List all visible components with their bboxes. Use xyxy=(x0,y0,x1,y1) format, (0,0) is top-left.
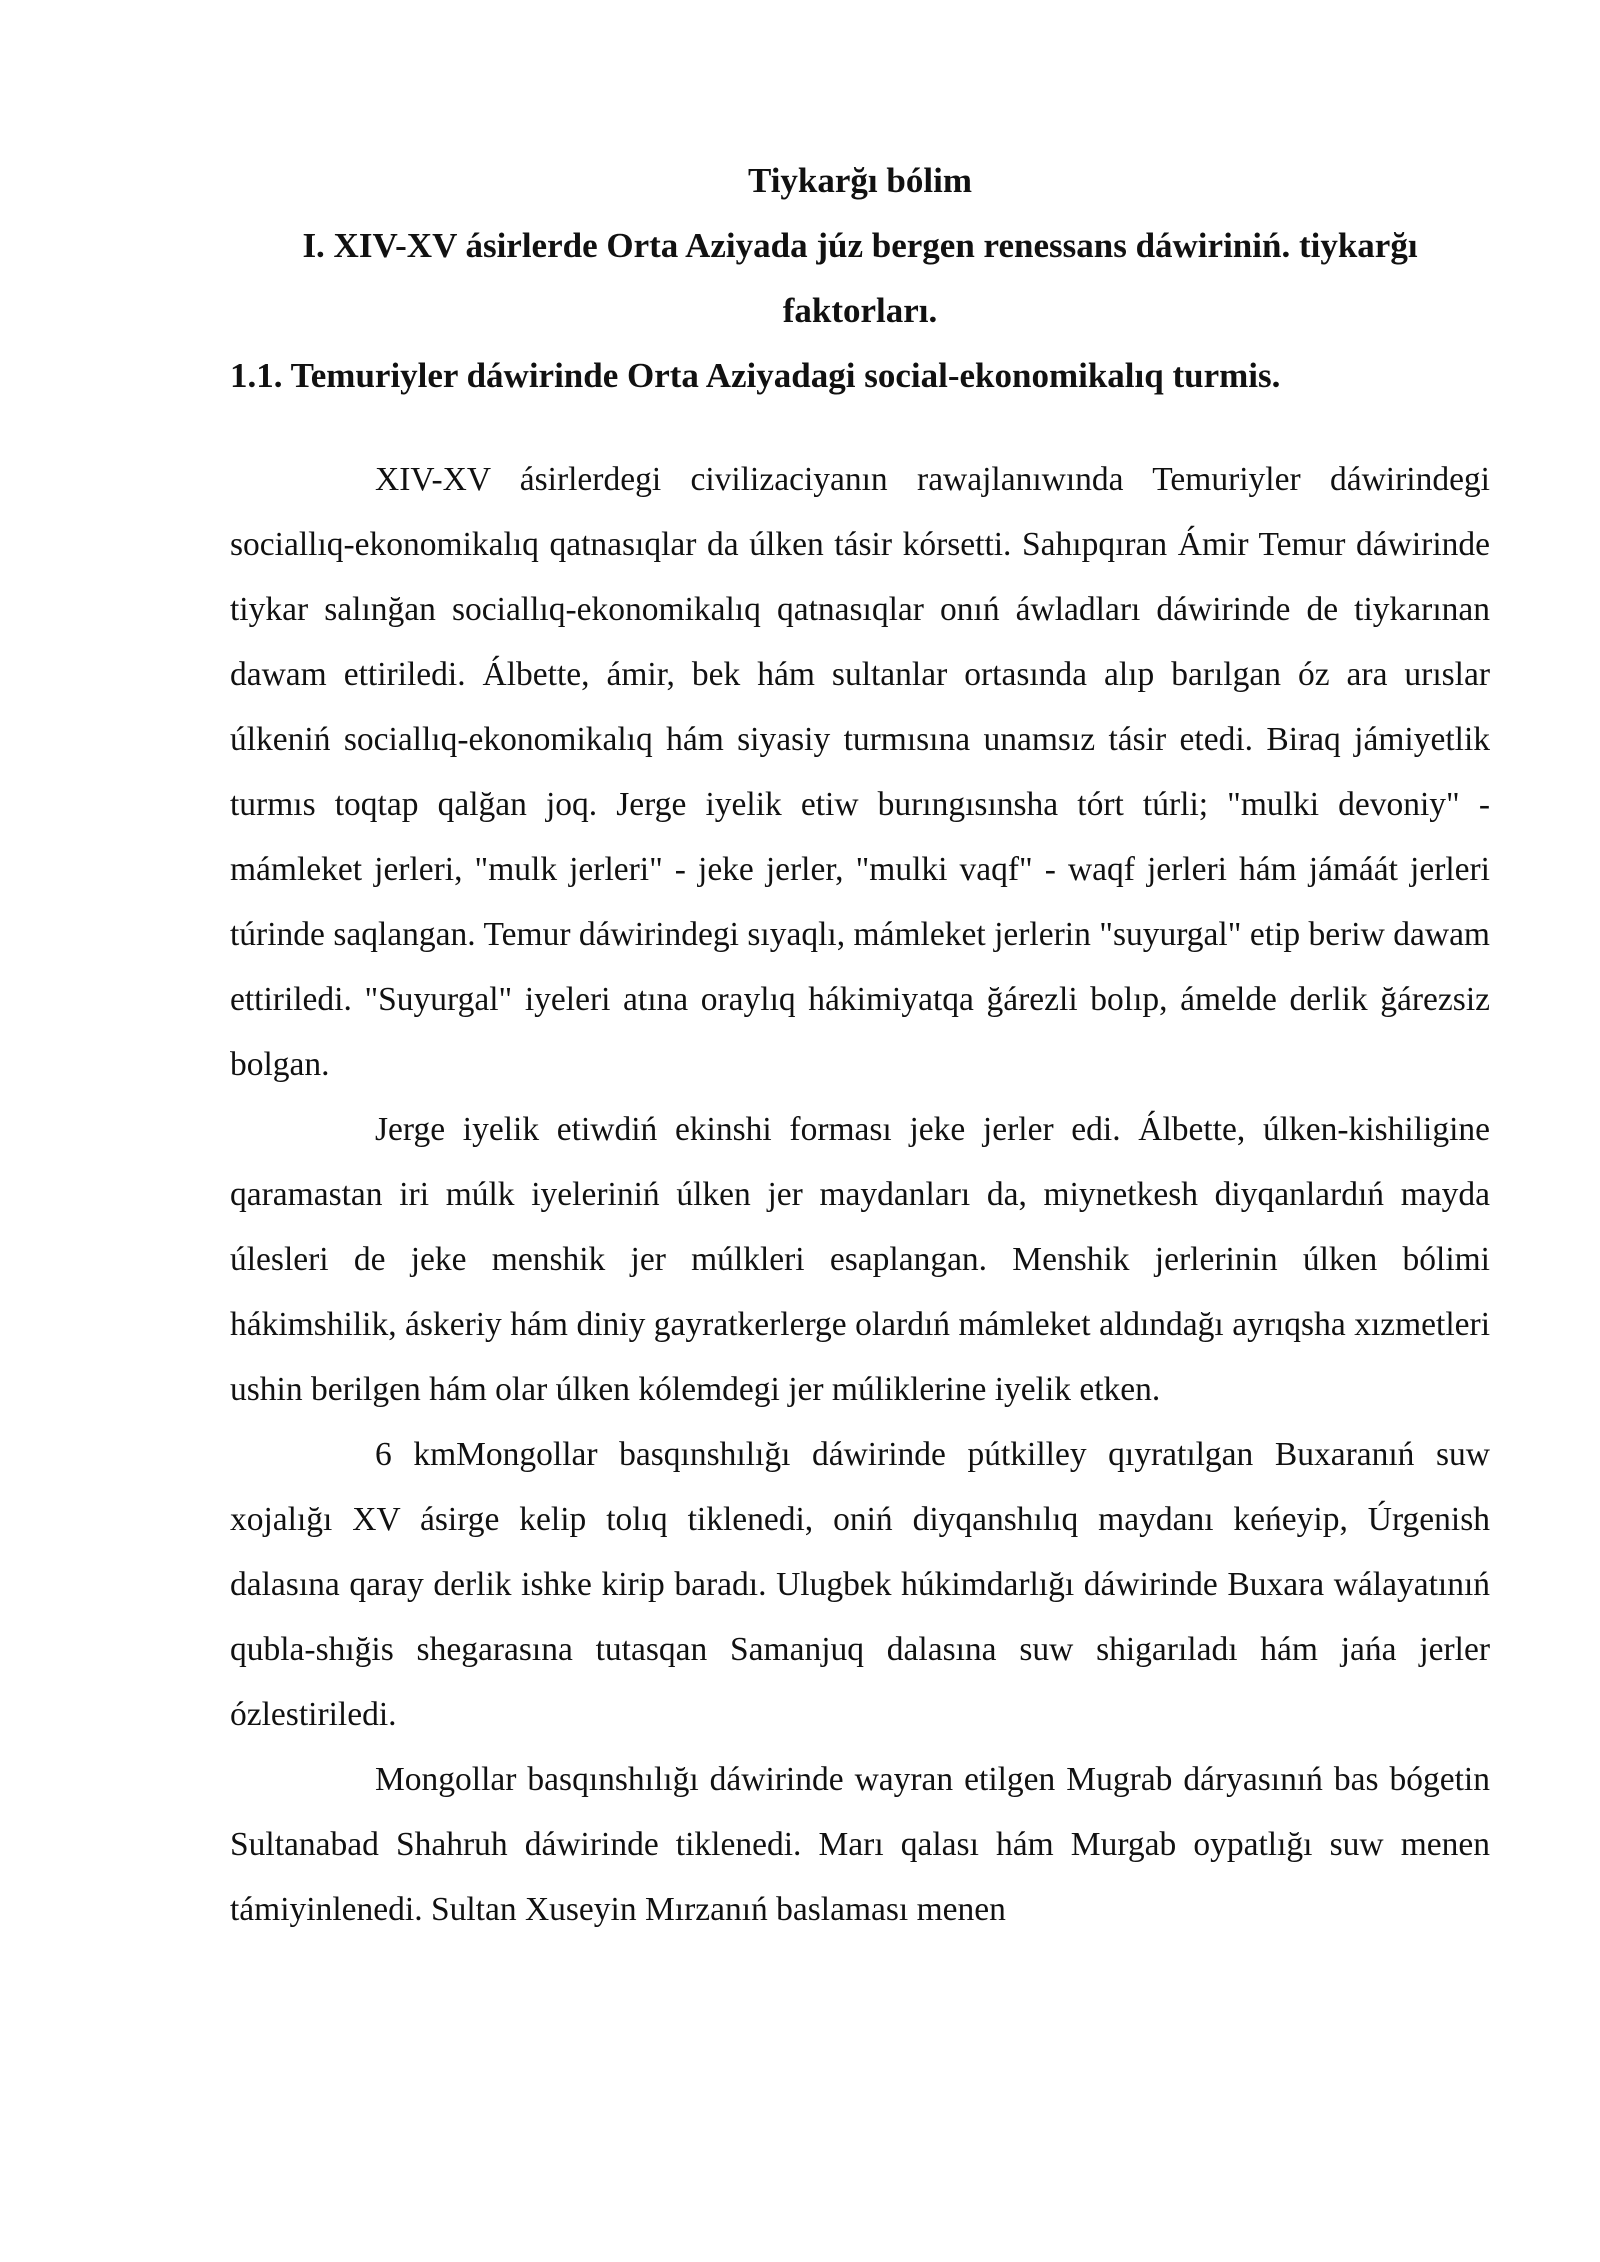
paragraph-1: XIV-XV ásirlerdegi civilizaciyanın rawajlanıwında Temuriyler dáwirindegi sociallıq-ekonomikalıq qatnasıqlar da úlken tásir kórsetti. Sahıpqıran Ámir Temur dáwirinde tiykar salınğan sociallıq-ekonomikalıq qatnasıqlar onıń áwladları dáwirinde de tiykarınan dawam ettiriledi. Álbette, ámir, bek hám sultanlar ortasında alıp barılgan óz ara urıslar úlkeniń sociallıq-ekonomikalıq hám siyasiy turmısına unamsız tásir etedi. Biraq jámiyetlik turmıs toqtap qalğan joq. Jerge iyelik etiw burıngısınsha tórt túrli; "mulki devoniy" - mámleket jerleri, "mulk jerleri" - jeke jerler, "mulki vaqf" - waqf jerleri hám jámáát jerleri túrinde saqlangan. Temur dáwirindegi sıyaqlı, mámleket jerlerin "suyurgal" etip beriw dawam ettiriledi. "Suyurgal" iyeleri atına oraylıq hákimiyatqa ğárezli bolıp, ámelde derlik ğárezsiz bolgan. xyxy=(230,461,1490,1083)
heading-block xyxy=(230,148,1490,408)
paragraph-2: Jerge iyelik etiwdiń ekinshi forması jeke jerler edi. Álbette, úlken-kishiligine qaramastan iri múlk iyeleriniń úlken jer maydanları da, miynetkesh diyqanlardıń mayda úlesleri de jeke menshik jer múlkleri esaplangan. Menshik jerlerinin úlken bólimi hákimshilik, áskeriy hám diniy gayratkerlerge olardıń mámleket aldındağı ayrıqsha xızmetleri ushin berilgen hám olar úlken kólemdegi jer múliklerine iyelik etken. xyxy=(230,1111,1490,1408)
paragraph-3: 6 kmMongollar basqınshılığı dáwirinde pútkilley qıyratılgan Buxaranıń suw xojalığı XV ásirge kelip tolıq tiklenedi, oniń diyqanshılıq maydanı keńeyip, Úrgenish dalasına qaray derlik ishke kirip baradı. Ulugbek húkimdarlığı dáwirinde Buxara wálayatınıń qubla-shığis shegarasına tutasqan Samanjuq dalasına suw shigarıladı hám jańa jerler ózlestiriledi. xyxy=(230,1436,1490,1733)
paragraph-4: Mongollar basqınshılığı dáwirinde wayran etilgen Mugrab dáryasınıń bas bógetin Sultanabad Shahruh dáwirinde tiklenedi. Marı qalası hám Murgab oypatlığı suw menen támiyinlenedi. Sultan Xuseyin Mırzanıń baslaması menen xyxy=(230,1761,1490,1928)
section-title: Tiykarğı bólim xyxy=(748,161,972,200)
chapter-title: I. XIV-XV ásirlerde Orta Aziyada júz bergen renessans dáwiriniń. tiykarğı faktorları. xyxy=(302,226,1418,330)
body-text xyxy=(230,447,1490,1942)
subsection-title: 1.1. Temuriyler dáwirinde Orta Aziyadagi social-ekonomikalıq turmis. xyxy=(230,356,1281,395)
